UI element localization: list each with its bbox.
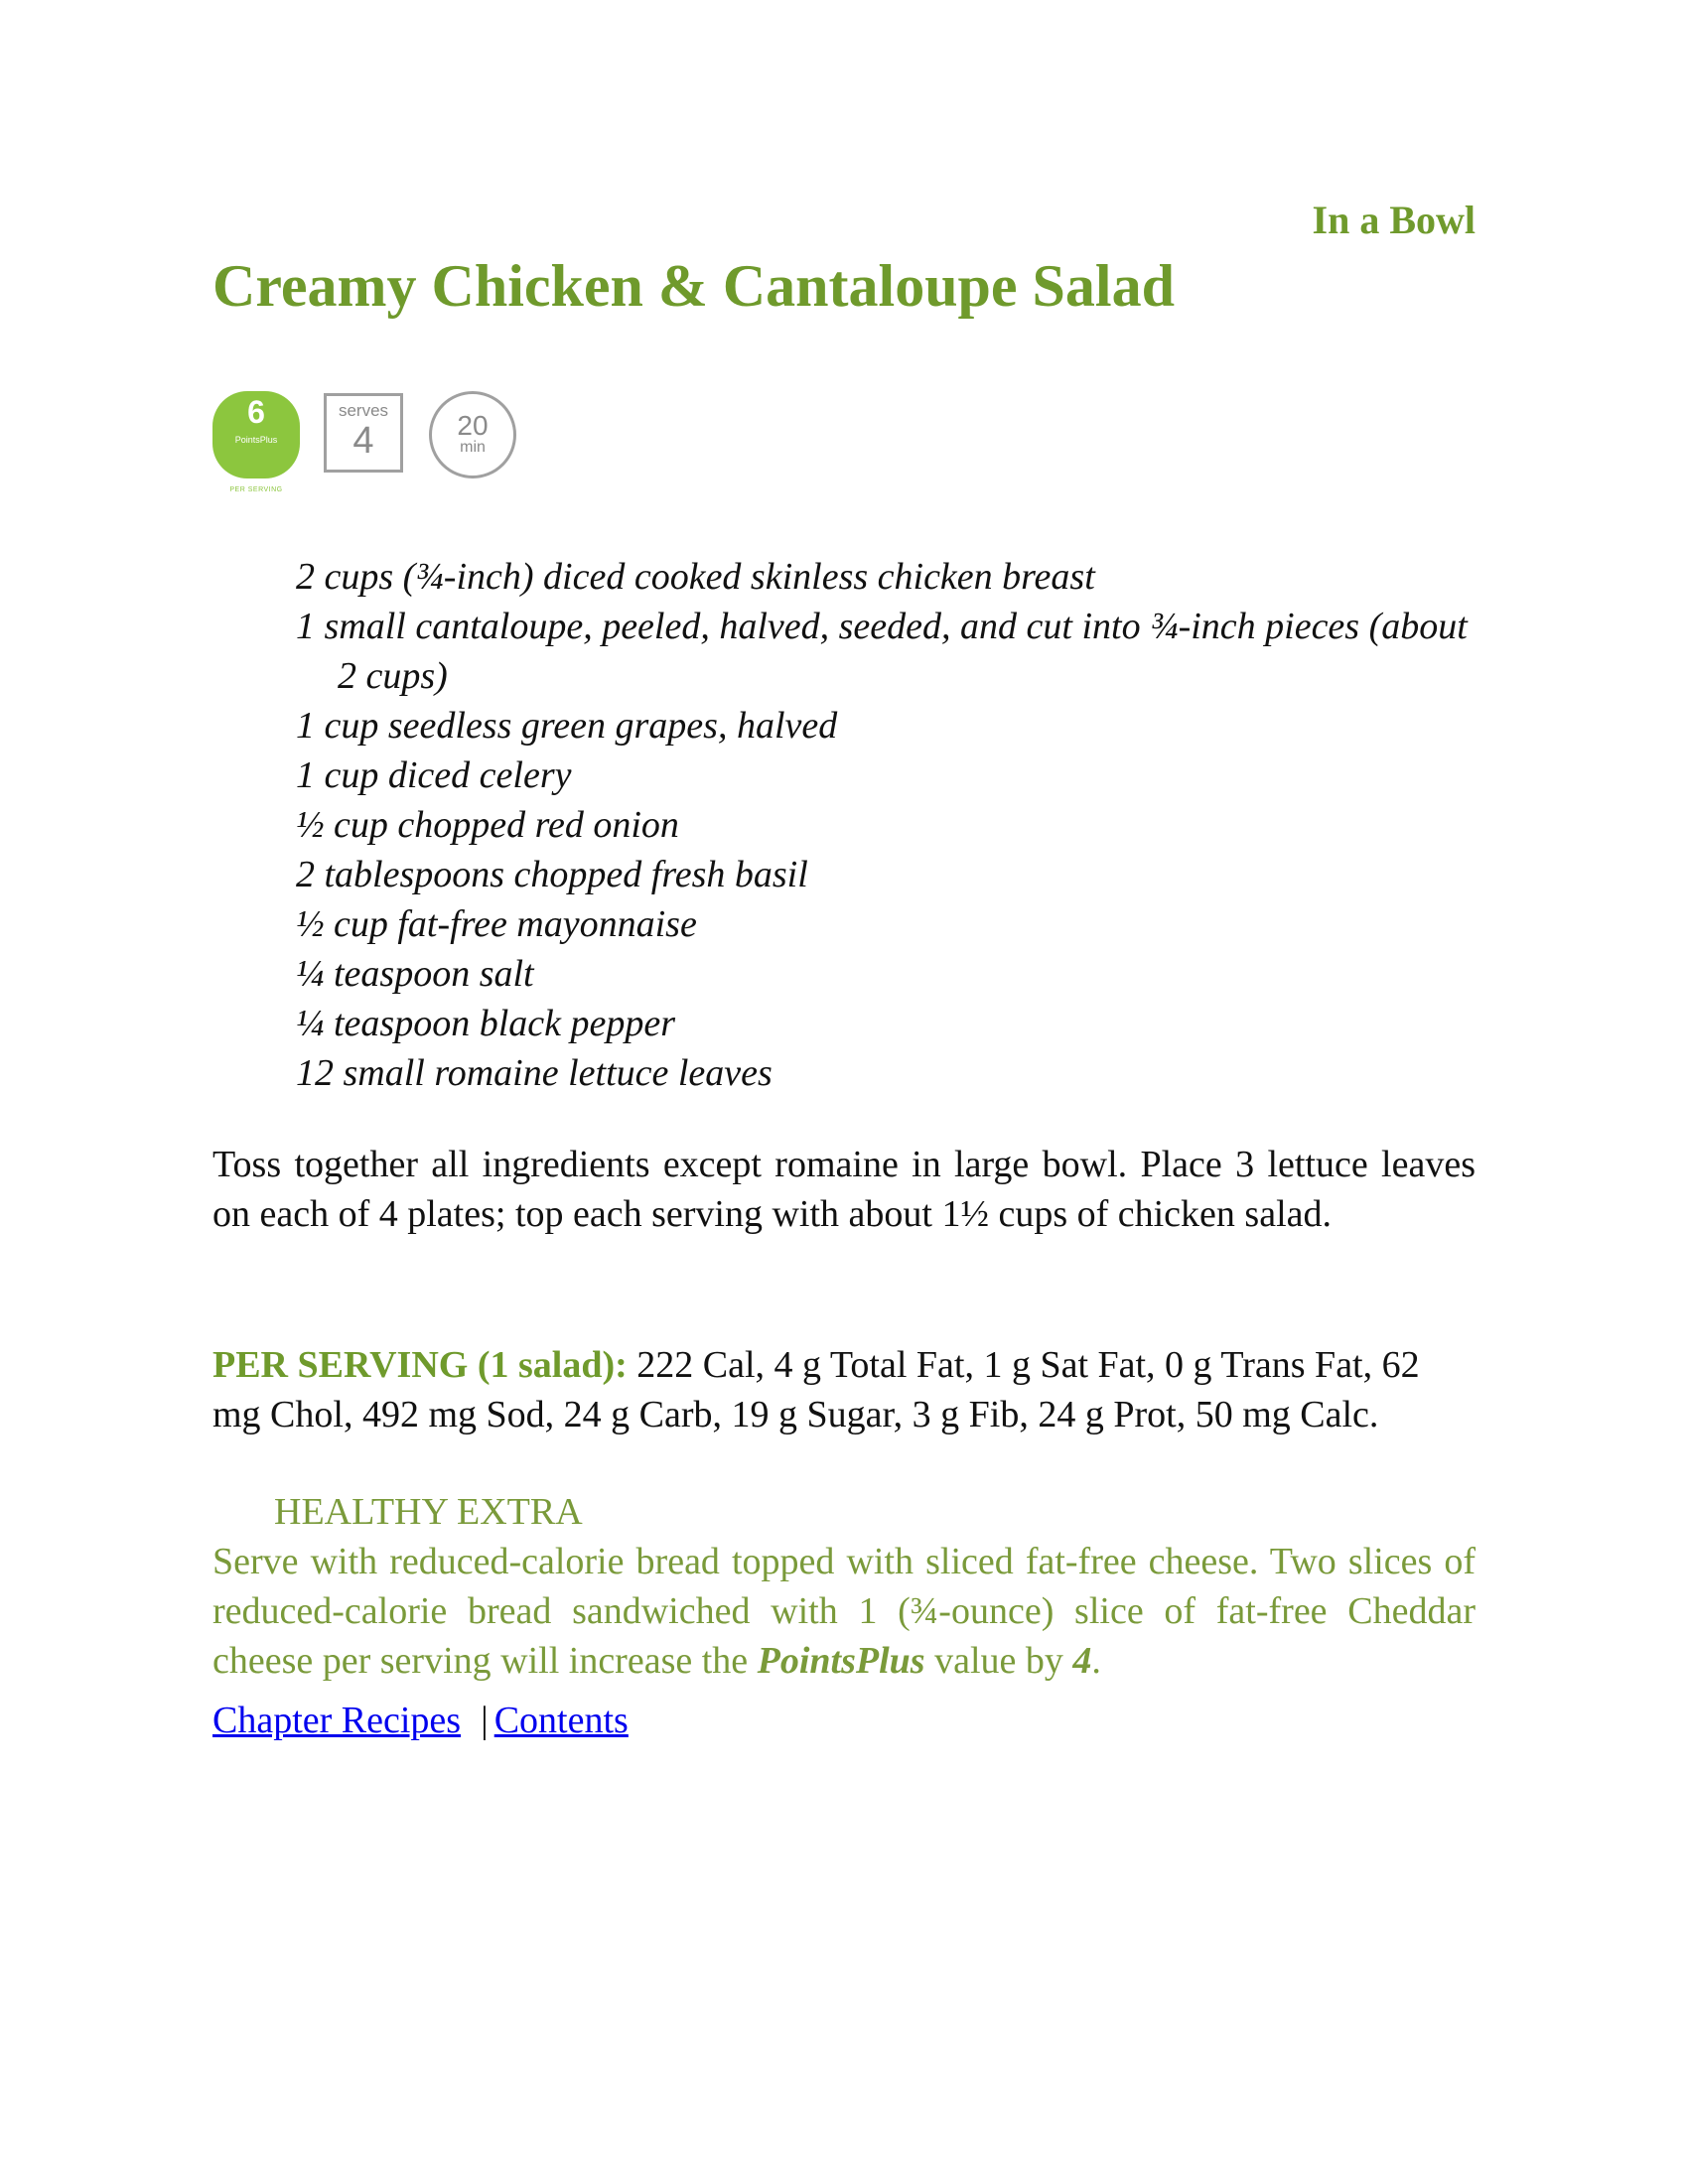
serves-label: serves — [338, 401, 389, 420]
ingredient-item: ¼ teaspoon black pepper — [296, 1003, 676, 1044]
nutrition-label: PER SERVING (1 salad): — [212, 1344, 628, 1386]
points-brand: PointsPlus — [234, 435, 278, 445]
healthy-extra-value: 4 — [1072, 1640, 1092, 1682]
ingredient-item: 12 small romaine lettuce leaves — [296, 1052, 773, 1094]
healthy-extra-text-after: . — [1091, 1640, 1101, 1682]
points-badge — [212, 391, 302, 500]
ingredient-item: 2 cups (¾-inch) diced cooked skinless chicken breast — [296, 556, 1095, 598]
healthy-extra-text — [212, 1537, 1476, 1686]
directions-text: Toss together all ingredients except romaine in large bowl. Place 3 lettuce leaves on each of 4 plates; top each serving with about 1½ cups of chicken salad. — [212, 1144, 1476, 1235]
ingredient-list — [296, 552, 1476, 1098]
points-caption: PER SERVING — [229, 486, 283, 493]
time-unit: min — [460, 439, 486, 456]
contents-link[interactable]: Contents — [493, 1700, 629, 1741]
healthy-extra-text-middle: value by — [924, 1640, 1073, 1682]
ingredient-item: ½ cup chopped red onion — [296, 804, 679, 846]
nutrition-text: 222 Cal, 4 g Total Fat, 1 g Sat Fat, 0 g Trans Fat, 62 mg Chol, 492 mg Sod, 24 g Carb, 19 g Sugar, 3 g Fib, 24 g Prot, 50 mg Calc. — [212, 1344, 1420, 1435]
chapter-recipes-link[interactable]: Chapter Recipes — [212, 1700, 462, 1741]
healthy-extra-heading: HEALTHY EXTRA — [274, 1491, 583, 1533]
healthy-extra-brand: PointsPlus — [757, 1640, 925, 1682]
time-badge — [429, 391, 516, 478]
nav-separator: | — [481, 1700, 489, 1741]
serves-value: 4 — [352, 420, 374, 462]
ingredient-item: ½ cup fat-free mayonnaise — [296, 903, 697, 945]
chapter-title: In a Bowl — [1312, 198, 1476, 242]
healthy-extra-text-before: Serve with reduced-calorie bread topped with sliced fat-free cheese. Two slices of reduced-calorie bread sandwiched with 1 (¾-ounce) slice of fat-free Cheddar cheese per serving will increase the — [212, 1541, 1476, 1682]
ingredient-item: 1 small cantaloupe, peeled, halved, seeded, and cut into ¾-inch pieces (about 2 cups) — [296, 606, 1468, 697]
ingredient-item: 1 cup seedless green grapes, halved — [296, 705, 838, 747]
time-value: 20 — [457, 410, 489, 441]
ingredient-item: 2 tablespoons chopped fresh basil — [296, 854, 808, 895]
points-value: 6 — [247, 394, 265, 430]
ingredient-item: 1 cup diced celery — [296, 754, 572, 796]
recipe-title: Creamy Chicken & Cantaloupe Salad — [212, 253, 1175, 319]
serves-badge — [324, 393, 403, 473]
nutrition-info — [212, 1340, 1476, 1439]
ingredient-item: ¼ teaspoon salt — [296, 953, 534, 995]
page-navigation — [212, 1696, 629, 1745]
recipe-page — [212, 0, 1476, 2184]
